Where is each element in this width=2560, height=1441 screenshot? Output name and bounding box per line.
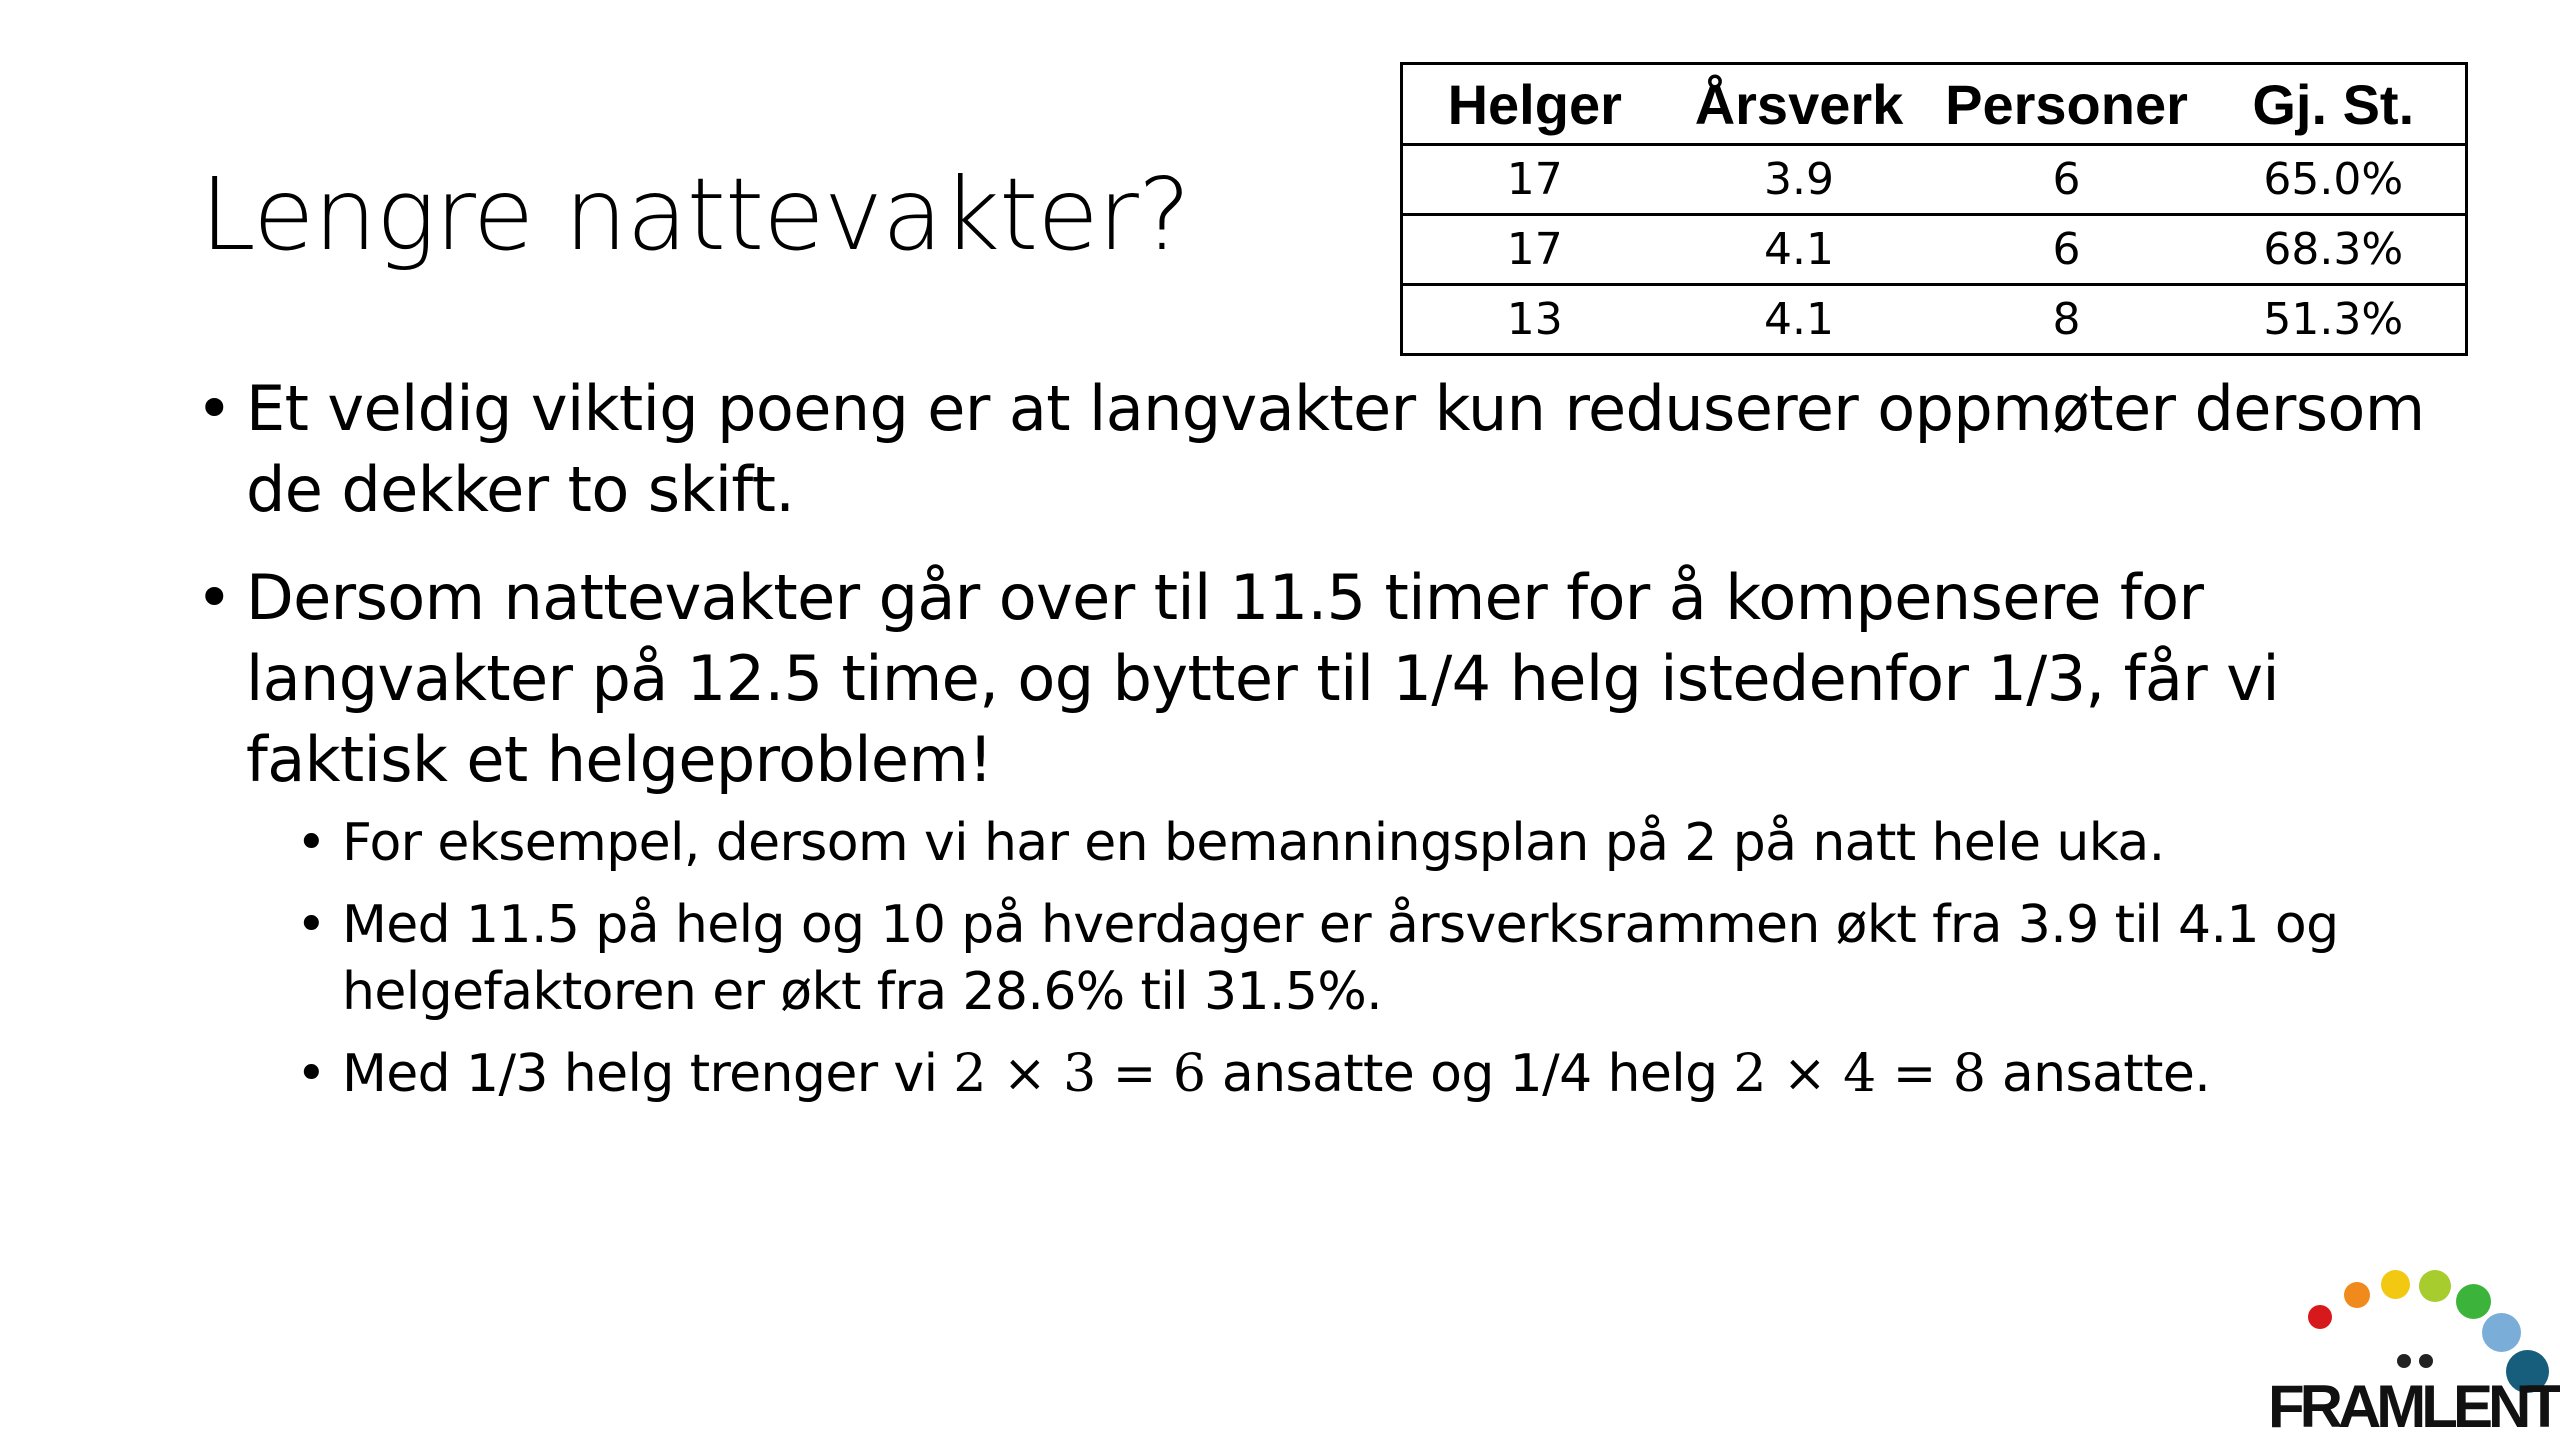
table-cell: 51.3% xyxy=(2263,294,2404,345)
math-expression: 2 × 4 = 8 xyxy=(1733,1044,1986,1104)
table-header-personer: Personer xyxy=(1932,64,2202,145)
table-cell: 4.1 xyxy=(1764,294,1834,345)
bullet-marker: • xyxy=(296,1044,327,1104)
table-header-arsverk: Årsverk xyxy=(1667,64,1932,145)
sub-bullet-list xyxy=(196,810,2446,1108)
sub-bullet-item xyxy=(296,810,2446,877)
table-cell: 6 xyxy=(1932,215,2202,285)
sub-bullet-item xyxy=(296,1041,2446,1108)
table-cell: 65.0% xyxy=(2202,145,2467,215)
logo-dot xyxy=(2456,1284,2491,1319)
logo-dot xyxy=(2419,1354,2433,1368)
table-row xyxy=(1402,215,2467,285)
bullet-text: Dersom nattevakter går over til 11.5 timer for å kompensere for langvakter på 12.5 time, og bytter til 1/4 helg istedenfor 1/3, får vi faktisk et helgeproblem! xyxy=(246,561,2279,796)
framlent-logo xyxy=(2260,1240,2560,1440)
logo-dot xyxy=(2397,1354,2411,1368)
bullet-marker: • xyxy=(196,561,232,634)
sub-bullet-text-part: Med 1/3 helg trenger vi xyxy=(342,1044,954,1104)
bullet-item xyxy=(196,557,2446,800)
table-row xyxy=(1402,285,2467,355)
bullet-list xyxy=(196,368,2446,1123)
sub-bullet-text-part: ansatte og 1/4 helg xyxy=(1205,1044,1734,1104)
logo-dot xyxy=(2344,1282,2370,1308)
logo-dot xyxy=(2419,1270,2451,1302)
table-row xyxy=(1402,145,2467,215)
sub-bullet-item xyxy=(296,892,2446,1026)
slide-title: Lengre nattevakter? xyxy=(200,156,1190,273)
table-cell: 17 xyxy=(1402,215,1667,285)
table-cell: 6 xyxy=(1932,145,2202,215)
sub-bullet-text-part: ansatte. xyxy=(1985,1044,2211,1104)
table-cell: 17 xyxy=(1402,145,1667,215)
logo-dot xyxy=(2308,1305,2332,1329)
table-header-helger: Helger xyxy=(1402,64,1667,145)
math-expression: 2 × 3 = 6 xyxy=(953,1044,1206,1104)
staffing-table xyxy=(1400,62,2468,356)
logo-dot xyxy=(2482,1313,2521,1352)
logo-wordmark: FRAMLENT xyxy=(2268,1373,2558,1440)
table-cell: 4.1 xyxy=(1667,215,1932,285)
sub-bullet-text: For eksempel, dersom vi har en bemanningsplan på 2 på natt hele uka. xyxy=(342,813,2165,873)
bullet-marker: • xyxy=(196,372,232,445)
table-header-row xyxy=(1402,64,2467,145)
table-cell: 13 xyxy=(1506,294,1563,345)
table-header-gj-st: Gj. St. xyxy=(2202,64,2467,145)
bullet-text: Et veldig viktig poeng er at langvakter kun reduserer oppmøter dersom de dekker to skift. xyxy=(246,372,2425,526)
logo-dot xyxy=(2381,1270,2410,1299)
sub-bullet-text: Med 11.5 på helg og 10 på hverdager er årsverksrammen økt fra 3.9 til 4.1 og helgefaktoren er økt fra 28.6% til 31.5%. xyxy=(342,895,2339,1022)
table-cell: 8 xyxy=(2052,294,2081,345)
bullet-marker: • xyxy=(296,895,327,955)
table-cell: 68.3% xyxy=(2202,215,2467,285)
bullet-item xyxy=(196,368,2446,530)
table-cell: 3.9 xyxy=(1667,145,1932,215)
bullet-marker: • xyxy=(296,813,327,873)
